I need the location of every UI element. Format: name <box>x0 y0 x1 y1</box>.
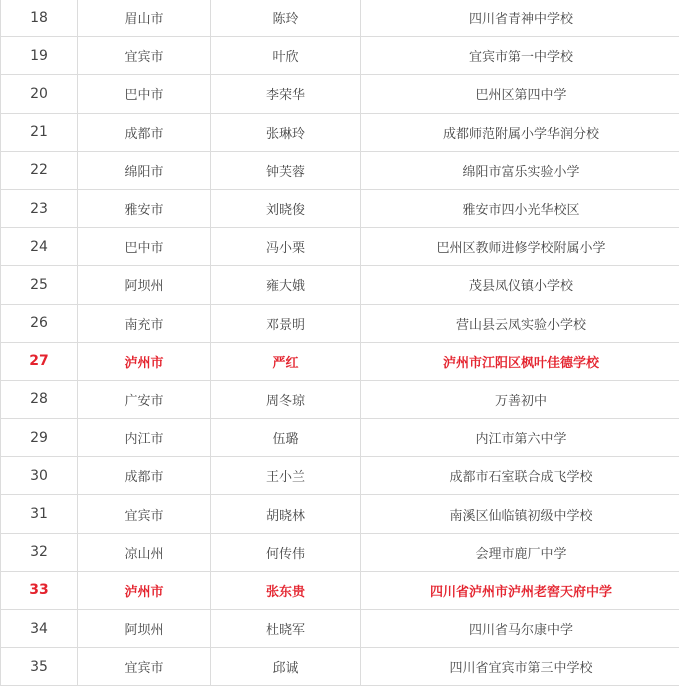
table-body <box>1 0 679 686</box>
city-cell: 宜宾市 <box>78 37 211 75</box>
city-cell: 广安市 <box>78 380 211 418</box>
row-number: 34 <box>1 610 78 648</box>
teacher-name-cell: 邓景明 <box>211 304 361 342</box>
teacher-name-cell: 伍璐 <box>211 419 361 457</box>
table-row <box>1 0 679 37</box>
teacher-name-cell: 周冬琼 <box>211 380 361 418</box>
row-number: 28 <box>1 380 78 418</box>
city-cell: 南充市 <box>78 304 211 342</box>
city-cell: 内江市 <box>78 419 211 457</box>
row-number: 29 <box>1 419 78 457</box>
school-cell: 巴州区第四中学 <box>361 75 679 113</box>
teacher-name-cell: 杜晓军 <box>211 610 361 648</box>
teacher-name-cell: 叶欣 <box>211 37 361 75</box>
school-cell: 成都师范附属小学华润分校 <box>361 113 679 151</box>
city-cell: 成都市 <box>78 113 211 151</box>
city-cell: 绵阳市 <box>78 151 211 189</box>
city-cell: 阿坝州 <box>78 610 211 648</box>
table-row <box>1 533 679 571</box>
table-row <box>1 342 679 380</box>
city-cell: 成都市 <box>78 457 211 495</box>
city-cell: 巴中市 <box>78 75 211 113</box>
table-row <box>1 495 679 533</box>
row-number: 25 <box>1 266 78 304</box>
city-cell: 泸州市 <box>78 571 211 609</box>
school-cell: 四川省青神中学校 <box>361 0 679 37</box>
school-cell: 内江市第六中学 <box>361 419 679 457</box>
teacher-name-cell: 雍大娥 <box>211 266 361 304</box>
school-cell: 茂县凤仪镇小学校 <box>361 266 679 304</box>
teacher-name-cell: 严红 <box>211 342 361 380</box>
teacher-name-cell: 陈玲 <box>211 0 361 37</box>
city-cell: 雅安市 <box>78 189 211 227</box>
row-number: 33 <box>1 571 78 609</box>
school-cell: 营山县云凤实验小学校 <box>361 304 679 342</box>
row-number: 31 <box>1 495 78 533</box>
teacher-name-cell: 胡晓林 <box>211 495 361 533</box>
row-number: 21 <box>1 113 78 151</box>
teacher-name-cell: 冯小栗 <box>211 228 361 266</box>
school-cell: 巴州区教师进修学校附属小学 <box>361 228 679 266</box>
city-cell: 泸州市 <box>78 342 211 380</box>
table-row <box>1 304 679 342</box>
row-number: 24 <box>1 228 78 266</box>
school-cell: 雅安市四小光华校区 <box>361 189 679 227</box>
table-row <box>1 113 679 151</box>
row-number: 32 <box>1 533 78 571</box>
teacher-name-cell: 刘晓俊 <box>211 189 361 227</box>
table-row <box>1 648 679 686</box>
table-row <box>1 610 679 648</box>
teacher-name-cell: 张琳玲 <box>211 113 361 151</box>
teacher-name-cell: 邱诚 <box>211 648 361 686</box>
row-number: 35 <box>1 648 78 686</box>
teacher-name-cell: 王小兰 <box>211 457 361 495</box>
teacher-name-cell: 钟芙蓉 <box>211 151 361 189</box>
row-number: 26 <box>1 304 78 342</box>
teacher-name-cell: 张东贵 <box>211 571 361 609</box>
school-cell: 成都市石室联合成飞学校 <box>361 457 679 495</box>
table-row <box>1 457 679 495</box>
city-cell: 巴中市 <box>78 228 211 266</box>
city-cell: 宜宾市 <box>78 495 211 533</box>
school-cell: 四川省泸州市泸州老窖天府中学 <box>361 571 679 609</box>
city-cell: 凉山州 <box>78 533 211 571</box>
row-number: 27 <box>1 342 78 380</box>
table-row <box>1 189 679 227</box>
city-cell: 阿坝州 <box>78 266 211 304</box>
school-cell: 泸州市江阳区枫叶佳德学校 <box>361 342 679 380</box>
row-number: 22 <box>1 151 78 189</box>
table-row <box>1 571 679 609</box>
row-number: 19 <box>1 37 78 75</box>
school-cell: 会理市鹿厂中学 <box>361 533 679 571</box>
row-number: 18 <box>1 0 78 37</box>
school-cell: 宜宾市第一中学校 <box>361 37 679 75</box>
row-number: 30 <box>1 457 78 495</box>
table-row <box>1 75 679 113</box>
city-cell: 宜宾市 <box>78 648 211 686</box>
row-number: 20 <box>1 75 78 113</box>
table-row <box>1 266 679 304</box>
school-cell: 四川省宜宾市第三中学校 <box>361 648 679 686</box>
table-row <box>1 151 679 189</box>
school-cell: 南溪区仙临镇初级中学校 <box>361 495 679 533</box>
table-row <box>1 37 679 75</box>
table-row <box>1 380 679 418</box>
school-cell: 万善初中 <box>361 380 679 418</box>
school-cell: 四川省马尔康中学 <box>361 610 679 648</box>
teacher-name-cell: 何传伟 <box>211 533 361 571</box>
teacher-name-cell: 李荣华 <box>211 75 361 113</box>
school-cell: 绵阳市富乐实验小学 <box>361 151 679 189</box>
row-number: 23 <box>1 189 78 227</box>
table-row <box>1 228 679 266</box>
table-row <box>1 419 679 457</box>
city-cell: 眉山市 <box>78 0 211 37</box>
